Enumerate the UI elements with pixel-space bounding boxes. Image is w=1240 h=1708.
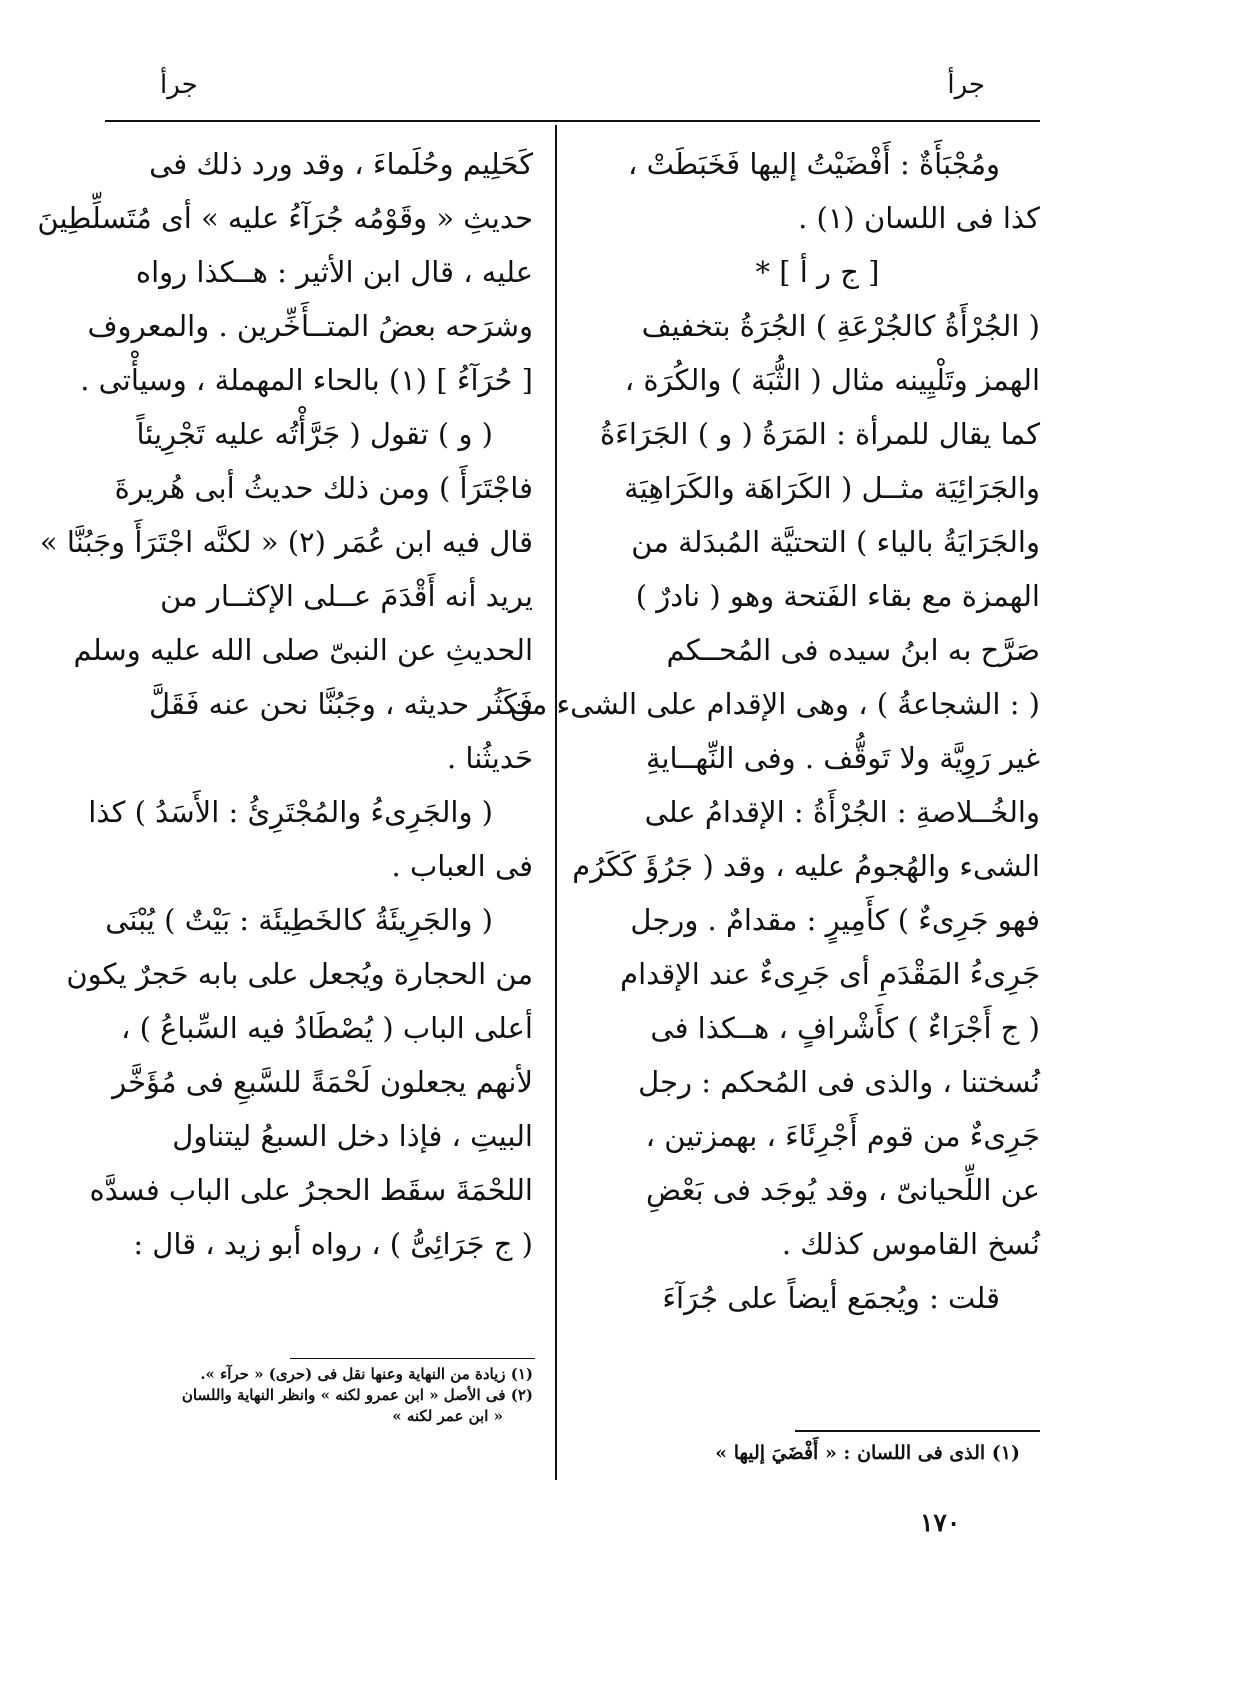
text-line: وشرَحه بعضُ المتــأَخِّرين . والمعروف <box>87 309 533 343</box>
text-line: الشىء والهُجومُ عليه ، وقد ( جَرُؤَ كَكَرُم <box>572 849 1040 883</box>
text-line: ( ج أَجْرَاءٌ ) كأَشْرافٍ ، هــكذا فى <box>650 1011 1040 1045</box>
text-line: قلت : ويُجمَع أيضاً على جُرَآءَ <box>662 1281 1000 1315</box>
text-line: ومُجْبَأَةٌ : أَفْضَيْتُ إليها فَخَبَطَتْ ، <box>627 147 1000 181</box>
text-line: (٢) فى الأصل « ابن عمرو لكنه » وانظر النهاية واللسان <box>181 1386 533 1404</box>
text-line: جَرِىءُ المَقْدَمِ أى جَرِىءٌ عند الإقدام <box>620 957 1040 991</box>
text-line: الحديثِ عن النبىّ صلى الله عليه وسلم <box>73 633 533 667</box>
header-rule <box>105 120 1040 122</box>
text-line: ( الجُرْأَةُ كالجُرْعَةِ ) الجُرَةُ بتخفيف <box>641 309 1040 343</box>
column-divider <box>555 125 557 1480</box>
footnote-rule-left <box>290 1358 535 1359</box>
footnote-right: (١) الذى فى اللسان : « أَفْضَيَ إليها » <box>715 1442 1020 1464</box>
text-line: البيتِ ، فإذا دخل السبعُ ليتناول <box>172 1119 533 1153</box>
text-line: والجَرَايَةُ بالياء ) التحتيَّة المُبدَلة من <box>631 525 1040 559</box>
text-line: غير رَوِيَّة ولا تَوقُّف . وفى النِّهــايةِ <box>645 741 1040 775</box>
text-line: فهو جَرِىءٌ ) كأَمِيرٍ : مقدامٌ . ورجل <box>630 903 1040 937</box>
text-line: ( والجَرِىءُ والمُجْتَرِئُ : الأَسَدُ ) كذا <box>88 795 493 829</box>
text-line: نُسختنا ، والذى فى المُحكم : رجل <box>638 1065 1040 1099</box>
text-line: عليه ، قال ابن الأثير : هــكذا رواه <box>135 255 533 289</box>
running-head-left: جرأ <box>160 70 198 100</box>
text-line: كذا فى اللسان (١) . <box>798 201 1040 235</box>
text-line: كَحَلِيم وحُلَماءَ ، وقد ورد ذلك فى <box>149 147 533 181</box>
text-line: ( : الشجاعةُ ) ، وهى الإقدام على الشىء من <box>509 687 1040 721</box>
text-line: عن اللِّحيانىّ ، وقد يُوجَد فى بَعْضِ <box>645 1173 1040 1207</box>
running-head-right: جرأ <box>947 70 985 100</box>
text-line: لأنهم يجعلون لَحْمَةً للسَّبعِ فى مُؤَخَّر <box>112 1065 533 1099</box>
text-line: الهمز وتَلْيِينه مثال ( الثُّبَة ) والكُرَة ، <box>624 363 1040 397</box>
text-line: يريد أنه أَقْدَمَ عــلى الإكثــار من <box>160 579 533 613</box>
page-number: ١٧٠ <box>920 1508 961 1537</box>
text-line: قال فيه ابن عُمَر (٢) « لكنَّه اجْتَرَأَ وجَبُنَّا » <box>39 525 533 559</box>
text-line: والخُــلاصةِ : الجُرْأَةُ : الإقدامُ على <box>644 795 1040 829</box>
text-line: جَرِىءٌ من قوم أَجْرِئَاءَ ، بهمزتين ، <box>645 1119 1040 1153</box>
text-line: والجَرَائِيَة مثــل ( الكَرَاهَة والكَرَاهِيَة <box>624 471 1040 505</box>
text-line: من الحجارة ويُجعل على بابه حَجرٌ يكون <box>66 957 533 991</box>
text-line: ( والجَرِيئَةُ كالخَطِيئَة : بَيْتٌ ) يُبْنَى <box>105 903 493 937</box>
text-line: فاجْتَرَأَ ) ومن ذلك حديثُ أبى هُريرةَ <box>114 471 533 505</box>
text-line: حديثِ « وقَوْمُه جُرَآءُ عليه » أى مُتَسلِّطِينَ <box>37 201 533 235</box>
right-column <box>509 137 1040 1325</box>
text-line: حَديثُنا . <box>447 741 533 775</box>
left-column <box>37 137 533 1271</box>
text-line: (١) زيادة من النهاية وعنها نقل فى (حرى) « حرآء ». <box>200 1365 533 1383</box>
footnote-rule-right <box>795 1430 1040 1432</box>
text-line: الهمزة مع بقاء الفَتحة وهو ( نادرٌ ) <box>635 579 1040 613</box>
text-line: اللحْمَةَ سقَط الحجرُ على الباب فسدَّه <box>89 1173 533 1207</box>
text-line: [ ج ر أ ] * <box>755 255 880 289</box>
text-line: فى العباب . <box>391 849 533 883</box>
text-line: ( و ) تقول ( جَرَّأْتُه عليه تَجْرِيئاً <box>136 417 493 451</box>
text-line: ( ج جَرَائِىُّ ) ، رواه أبو زيد ، قال : <box>133 1227 533 1261</box>
text-line: أعلى الباب ( يُصْطَادُ فيه السِّباعُ ) ، <box>120 1011 533 1045</box>
text-line: فَكَثُر حديثه ، وجَبُنَّا نحن عنه فَقَلَّ <box>148 687 533 721</box>
text-line: كما يقال للمرأة : المَرَةُ ( و ) الجَرَاءَةُ <box>599 417 1040 451</box>
text-line: « ابن عمر لكنه » <box>392 1407 503 1425</box>
text-line: صَرَّح به ابنُ سيده فى المُحــكم <box>666 633 1040 667</box>
text-line: نُسخ القاموس كذلك . <box>781 1227 1040 1261</box>
footnotes-left <box>88 1364 533 1427</box>
text-line: [ حُرَآءُ ] (١) بالحاء المهملة ، وسيأْتى . <box>80 363 533 397</box>
